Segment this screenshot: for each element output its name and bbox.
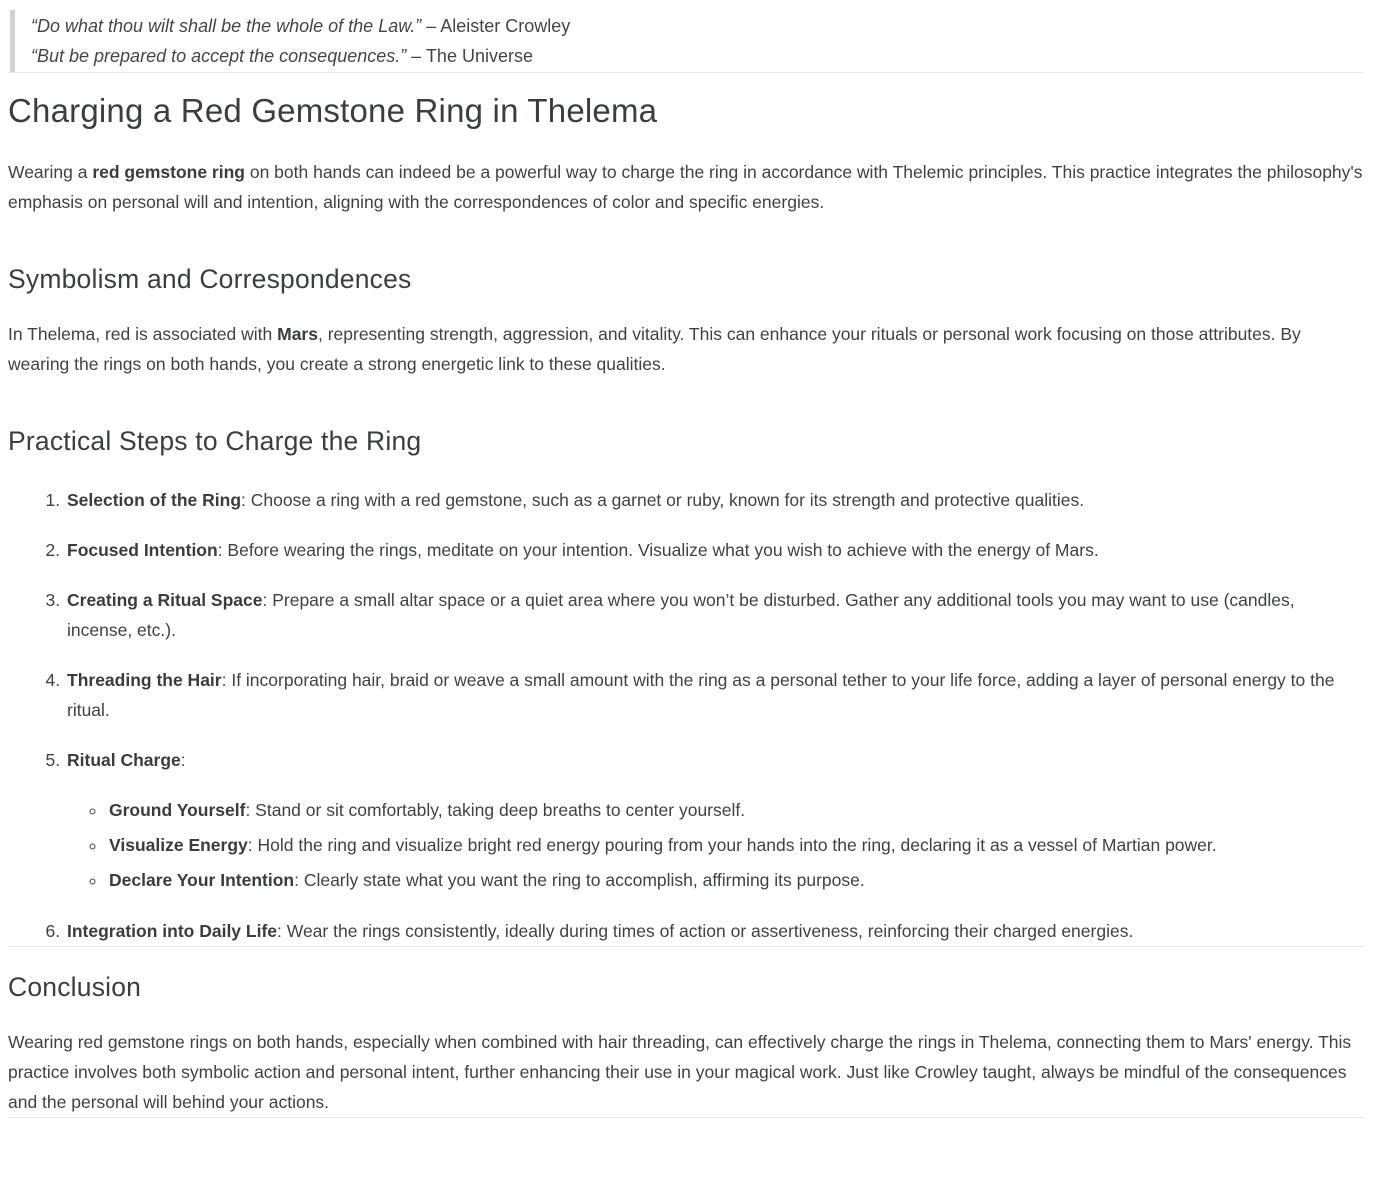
paragraph-text: on both hands can indeed be a powerful way to charge the ring in accordance with Thelemic principles. This practice integrates the philosophy's emphasis on personal will and intention, aligning with the correspondences of color and specific energies. xyxy=(8,162,1363,212)
epigraph-blockquote xyxy=(10,10,1364,72)
steps-list xyxy=(8,485,1364,946)
paragraph-text: , representing strength, aggression, and vitality. This can enhance your rituals or personal work focusing on those attributes. By wearing the rings on both hands, you create a strong energetic link to these qualities. xyxy=(8,324,1301,374)
step-text: : If incorporating hair, braid or weave a small amount with the ring as a personal tether to your life force, adding a layer of personal energy to the ritual. xyxy=(67,670,1335,720)
quote-line xyxy=(31,11,1364,41)
substep-label: Visualize Energy xyxy=(109,835,248,855)
substep-text: : Hold the ring and visualize bright red energy pouring from your hands into the ring, declaring it as a vessel of Martian power. xyxy=(247,835,1217,855)
steps-heading: Practical Steps to Charge the Ring xyxy=(8,426,422,456)
step-label: Integration into Daily Life xyxy=(67,921,278,941)
list-item xyxy=(107,830,1364,861)
list-item xyxy=(107,865,1364,896)
list-item xyxy=(65,585,1364,645)
step-label: Focused Intention xyxy=(67,540,218,560)
conclusion-heading: Conclusion xyxy=(8,972,142,1002)
page-title: Charging a Red Gemstone Ring in Thelema xyxy=(8,92,658,129)
step-text: : Prepare a small altar space or a quiet area where you won’t be disturbed. Gather any additional tools you may want to use (candles, incense, etc.). xyxy=(67,590,1295,640)
intro-paragraph xyxy=(8,157,1364,217)
step-label: Threading the Hair xyxy=(67,670,222,690)
bold-term: Mars xyxy=(277,324,318,344)
paragraph-text: In Thelema, red is associated with xyxy=(8,324,278,344)
section-divider xyxy=(8,1117,1364,1118)
substep-text: : Clearly state what you want the ring to accomplish, affirming its purpose. xyxy=(294,870,865,890)
step-text: : Wear the rings consistently, ideally during times of action or assertiveness, reinforcing their charged energies. xyxy=(277,921,1134,941)
document-page xyxy=(0,10,1380,1118)
step-label: Creating a Ritual Space xyxy=(67,590,263,610)
list-item xyxy=(65,916,1364,946)
step-label: Ritual Charge xyxy=(67,750,181,770)
quote-line xyxy=(31,41,1364,71)
symbolism-paragraph xyxy=(8,319,1364,379)
list-item xyxy=(65,745,1364,896)
substep-label: Declare Your Intention xyxy=(109,870,295,890)
section-divider xyxy=(8,946,1364,947)
list-item xyxy=(65,665,1364,725)
list-item xyxy=(107,795,1364,826)
quote-text: “But be prepared to accept the consequences.” xyxy=(31,46,407,66)
ritual-sub-list xyxy=(67,795,1364,896)
list-item xyxy=(65,485,1364,515)
list-item xyxy=(65,535,1364,565)
substep-label: Ground Yourself xyxy=(109,800,246,820)
step-label: Selection of the Ring xyxy=(67,490,242,510)
bold-term: red gemstone ring xyxy=(92,162,245,182)
paragraph-text: Wearing a xyxy=(8,162,93,182)
step-text: : Before wearing the rings, meditate on your intention. Visualize what you wish to achieve with the energy of Mars. xyxy=(217,540,1099,560)
quote-attribution: – Aleister Crowley xyxy=(421,16,571,36)
section-divider xyxy=(8,72,1364,73)
step-text: : Choose a ring with a red gemstone, such as a garnet or ruby, known for its strength and protective qualities. xyxy=(241,490,1085,510)
symbolism-heading: Symbolism and Correspondences xyxy=(8,264,412,294)
step-text: : xyxy=(180,750,186,770)
quote-text: “Do what thou wilt shall be the whole of the Law.” xyxy=(31,16,422,36)
substep-text: : Stand or sit comfortably, taking deep breaths to center yourself. xyxy=(245,800,746,820)
conclusion-paragraph: Wearing red gemstone rings on both hands, especially when combined with hair threading, can effectively charge the rings in Thelema, connecting them to Mars' energy. This practice involves both symbolic action and personal intent, further enhancing their use in your magical work. Just like Crowley taught, always be mindful of the consequences and the personal will behind your actions. xyxy=(8,1032,1352,1112)
quote-attribution: – The Universe xyxy=(406,46,533,66)
